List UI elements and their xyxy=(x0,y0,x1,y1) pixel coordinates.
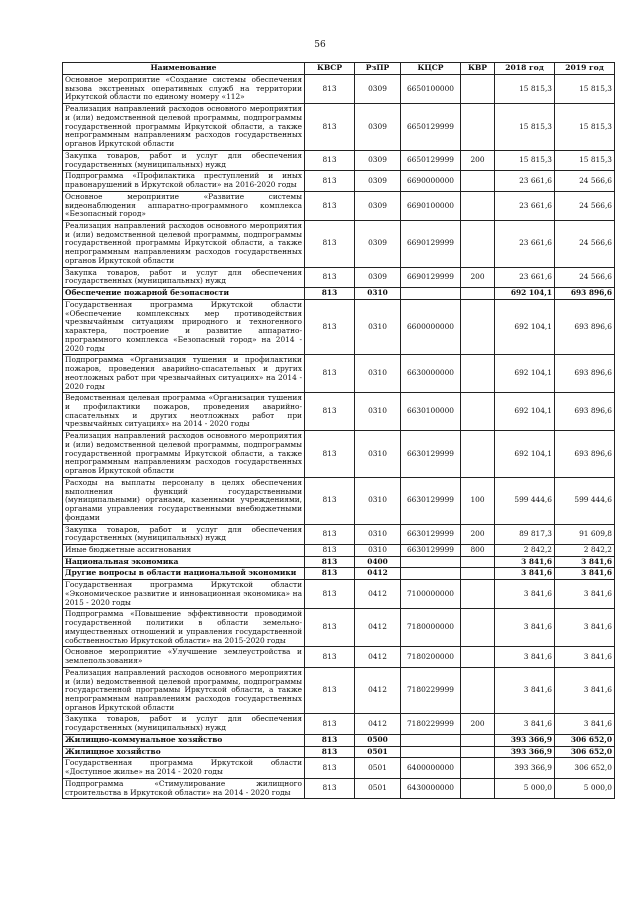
table-row xyxy=(63,544,615,556)
cell-kcsr: 6650129999 xyxy=(401,104,461,151)
cell-kvsr: 813 xyxy=(305,544,355,556)
cell-2019: 693 896,6 xyxy=(555,299,615,354)
cell-kcsr: 7180200000 xyxy=(401,647,461,667)
cell-kcsr: 6630129999 xyxy=(401,431,461,478)
cell-kvsr: 813 xyxy=(305,393,355,431)
cell-rzpr: 0309 xyxy=(355,267,401,287)
cell-2018: 393 366,9 xyxy=(495,746,555,758)
cell-2018: 3 841,6 xyxy=(495,556,555,568)
cell-name: Жилищно-коммунальное хозяйство xyxy=(63,734,305,746)
table-row xyxy=(63,746,615,758)
cell-name: Основное мероприятие «Развитие системы видеонаблюдения аппаратно-программного комплекса «Безопасный город» xyxy=(63,191,305,220)
cell-kcsr: 7180000000 xyxy=(401,609,461,647)
cell-2018: 3 841,6 xyxy=(495,580,555,609)
cell-kcsr xyxy=(401,288,461,300)
cell-kvr xyxy=(461,431,495,478)
cell-kvr xyxy=(461,568,495,580)
cell-rzpr: 0501 xyxy=(355,746,401,758)
cell-2019: 306 652,0 xyxy=(555,734,615,746)
cell-name: Реализация направлений расходов основного мероприятия и (или) ведомственной целевой программы, подпрограммы государственной программы Иркутской области, а также непрограммным направлениям расходов государственных органов Иркутской области xyxy=(63,104,305,151)
cell-kcsr: 6630100000 xyxy=(401,393,461,431)
cell-rzpr: 0309 xyxy=(355,75,401,104)
cell-name: Закупка товаров, работ и услуг для обеспечения государственных (муниципальных) нужд xyxy=(63,267,305,287)
cell-rzpr: 0400 xyxy=(355,556,401,568)
table-row xyxy=(63,580,615,609)
cell-kvr xyxy=(461,288,495,300)
cell-kvr xyxy=(461,191,495,220)
cell-kvr xyxy=(461,609,495,647)
header-2019: 2019 год xyxy=(555,63,615,75)
cell-2018: 15 815,3 xyxy=(495,104,555,151)
cell-name: Государственная программа Иркутской области «Обеспечение комплексных мер противодействия чрезвычайным ситуациям природного и техногенного характера, построение и развитие аппаратно-программного комплекса «Безопасный город» на 2014 - 2020 годы xyxy=(63,299,305,354)
cell-kvsr: 813 xyxy=(305,778,355,798)
cell-name: Ведомственная целевая программа «Организация тушения и профилактики пожаров, проведения аварийно-спасательных и других неотложных работ при чрезвычайных ситуациях» на 2014 - 2020 годы xyxy=(63,393,305,431)
table-row xyxy=(63,104,615,151)
header-kvsr: КВСР xyxy=(305,63,355,75)
cell-rzpr: 0310 xyxy=(355,431,401,478)
cell-kvsr: 813 xyxy=(305,299,355,354)
table-row xyxy=(63,75,615,104)
cell-rzpr: 0309 xyxy=(355,221,401,268)
table-row xyxy=(63,299,615,354)
cell-name: Закупка товаров, работ и услуг для обеспечения государственных (муниципальных) нужд xyxy=(63,714,305,734)
cell-kvsr: 813 xyxy=(305,288,355,300)
table-row xyxy=(63,714,615,734)
cell-rzpr: 0309 xyxy=(355,171,401,191)
cell-2018: 3 841,6 xyxy=(495,609,555,647)
cell-rzpr: 0310 xyxy=(355,288,401,300)
cell-kvsr: 813 xyxy=(305,221,355,268)
cell-kcsr: 6630000000 xyxy=(401,355,461,393)
cell-rzpr: 0412 xyxy=(355,647,401,667)
cell-kcsr xyxy=(401,734,461,746)
cell-kcsr: 6400000000 xyxy=(401,758,461,778)
cell-kvr xyxy=(461,580,495,609)
table-body xyxy=(63,75,615,799)
cell-kvsr: 813 xyxy=(305,667,355,714)
cell-name: Иные бюджетные ассигнования xyxy=(63,544,305,556)
table-row xyxy=(63,758,615,778)
cell-rzpr: 0310 xyxy=(355,524,401,544)
cell-2018: 393 366,9 xyxy=(495,758,555,778)
cell-kvsr: 813 xyxy=(305,647,355,667)
cell-2019: 599 444,6 xyxy=(555,477,615,524)
cell-kvr xyxy=(461,299,495,354)
cell-2018: 692 104,1 xyxy=(495,288,555,300)
cell-2019: 306 652,0 xyxy=(555,758,615,778)
cell-name: Обеспечение пожарной безопасности xyxy=(63,288,305,300)
cell-rzpr: 0501 xyxy=(355,758,401,778)
cell-kvr xyxy=(461,393,495,431)
cell-rzpr: 0310 xyxy=(355,355,401,393)
cell-kvr xyxy=(461,556,495,568)
cell-2019: 3 841,6 xyxy=(555,556,615,568)
page-number: 56 xyxy=(314,40,326,50)
cell-2019: 15 815,3 xyxy=(555,75,615,104)
cell-kvr xyxy=(461,355,495,393)
cell-2018: 393 366,9 xyxy=(495,734,555,746)
header-kvr: КВР xyxy=(461,63,495,75)
cell-2019: 693 896,6 xyxy=(555,288,615,300)
cell-kvsr: 813 xyxy=(305,609,355,647)
cell-kvsr: 813 xyxy=(305,191,355,220)
cell-name: Закупка товаров, работ и услуг для обеспечения государственных (муниципальных) нужд xyxy=(63,524,305,544)
cell-2018: 3 841,6 xyxy=(495,714,555,734)
cell-2019: 24 566,6 xyxy=(555,171,615,191)
cell-kcsr: 6430000000 xyxy=(401,778,461,798)
cell-2019: 2 842,2 xyxy=(555,544,615,556)
cell-name: Подпрограмма «Стимулирование жилищного строительства в Иркутской области» на 2014 - 2020 годы xyxy=(63,778,305,798)
cell-2019: 24 566,6 xyxy=(555,221,615,268)
cell-rzpr: 0309 xyxy=(355,150,401,170)
cell-rzpr: 0310 xyxy=(355,299,401,354)
cell-2019: 15 815,3 xyxy=(555,104,615,151)
table-row xyxy=(63,734,615,746)
table-header-row xyxy=(63,63,615,75)
cell-kcsr: 6650100000 xyxy=(401,75,461,104)
table-row xyxy=(63,267,615,287)
cell-name: Подпрограмма «Повышение эффективности проводимой государственной политики в области земельно-имущественных отношений и управления государственной собственностью Иркутской области» на 2015-2020 годы xyxy=(63,609,305,647)
cell-2018: 692 104,1 xyxy=(495,393,555,431)
cell-kvr xyxy=(461,667,495,714)
cell-2019: 693 896,6 xyxy=(555,393,615,431)
cell-kcsr: 6650129999 xyxy=(401,150,461,170)
cell-name: Другие вопросы в области национальной экономики xyxy=(63,568,305,580)
table-row xyxy=(63,288,615,300)
cell-name: Государственная программа Иркутской области «Доступное жилье» на 2014 - 2020 годы xyxy=(63,758,305,778)
cell-2019: 693 896,6 xyxy=(555,431,615,478)
table-row xyxy=(63,609,615,647)
cell-kvr xyxy=(461,104,495,151)
cell-kvsr: 813 xyxy=(305,758,355,778)
cell-2018: 23 661,6 xyxy=(495,221,555,268)
cell-2019: 5 000,0 xyxy=(555,778,615,798)
cell-kvsr: 813 xyxy=(305,267,355,287)
cell-kvsr: 813 xyxy=(305,524,355,544)
cell-kcsr: 6690129999 xyxy=(401,221,461,268)
cell-2019: 3 841,6 xyxy=(555,609,615,647)
cell-kvr: 200 xyxy=(461,150,495,170)
cell-kvsr: 813 xyxy=(305,431,355,478)
header-2018: 2018 год xyxy=(495,63,555,75)
cell-2018: 23 661,6 xyxy=(495,267,555,287)
cell-kcsr: 7100000000 xyxy=(401,580,461,609)
cell-name: Закупка товаров, работ и услуг для обеспечения государственных (муниципальных) нужд xyxy=(63,150,305,170)
cell-kcsr: 6600000000 xyxy=(401,299,461,354)
cell-2019: 3 841,6 xyxy=(555,714,615,734)
cell-2019: 24 566,6 xyxy=(555,191,615,220)
cell-kvr xyxy=(461,746,495,758)
budget-table xyxy=(62,62,615,799)
cell-kvr xyxy=(461,734,495,746)
cell-kvr xyxy=(461,171,495,191)
cell-kcsr xyxy=(401,746,461,758)
table-row xyxy=(63,355,615,393)
cell-2019: 3 841,6 xyxy=(555,647,615,667)
table-row xyxy=(63,477,615,524)
cell-2018: 3 841,6 xyxy=(495,667,555,714)
cell-kcsr xyxy=(401,556,461,568)
table-row xyxy=(63,568,615,580)
cell-kcsr: 6630129999 xyxy=(401,524,461,544)
cell-kcsr: 6630129999 xyxy=(401,544,461,556)
table-row xyxy=(63,393,615,431)
cell-2018: 15 815,3 xyxy=(495,75,555,104)
table-row xyxy=(63,556,615,568)
cell-rzpr: 0310 xyxy=(355,393,401,431)
cell-name: Реализация направлений расходов основного мероприятия и (или) ведомственной целевой программы, подпрограммы государственной программы Иркутской области, а также непрограммным направлениям расходов государственных органов Иркутской области xyxy=(63,221,305,268)
cell-2019: 693 896,6 xyxy=(555,355,615,393)
cell-rzpr: 0500 xyxy=(355,734,401,746)
cell-name: Реализация направлений расходов основного мероприятия и (или) ведомственной целевой программы, подпрограммы государственной программы Иркутской области, а также непрограммным направлениям расходов государственных органов Иркутской области xyxy=(63,667,305,714)
cell-kvr xyxy=(461,647,495,667)
cell-kvsr: 813 xyxy=(305,171,355,191)
cell-2018: 3 841,6 xyxy=(495,568,555,580)
table-row xyxy=(63,171,615,191)
cell-name: Расходы на выплаты персоналу в целях обеспечения выполнения функций государственными (муниципальными) органами, казенными учреждениями, органами управления государственными внебюджетными фондами xyxy=(63,477,305,524)
cell-2019: 3 841,6 xyxy=(555,580,615,609)
cell-rzpr: 0309 xyxy=(355,104,401,151)
cell-kvsr: 813 xyxy=(305,714,355,734)
table-row xyxy=(63,778,615,798)
cell-2018: 89 817,3 xyxy=(495,524,555,544)
cell-kcsr: 6690100000 xyxy=(401,191,461,220)
cell-rzpr: 0501 xyxy=(355,778,401,798)
cell-rzpr: 0412 xyxy=(355,667,401,714)
cell-kvr: 200 xyxy=(461,524,495,544)
cell-2018: 692 104,1 xyxy=(495,355,555,393)
cell-name: Реализация направлений расходов основного мероприятия и (или) ведомственной целевой программы, подпрограммы государственной программы Иркутской области, а также непрограммным направлениям расходов государственных органов Иркутской области xyxy=(63,431,305,478)
cell-kvr xyxy=(461,778,495,798)
cell-kvr xyxy=(461,758,495,778)
cell-2018: 15 815,3 xyxy=(495,150,555,170)
cell-rzpr: 0412 xyxy=(355,580,401,609)
header-name: Наименование xyxy=(63,63,305,75)
table-row xyxy=(63,667,615,714)
cell-kcsr: 7180229999 xyxy=(401,667,461,714)
table-row xyxy=(63,524,615,544)
cell-name: Основное мероприятие «Улучшение землеустройства и землепользования» xyxy=(63,647,305,667)
cell-kvsr: 813 xyxy=(305,568,355,580)
cell-2019: 3 841,6 xyxy=(555,667,615,714)
cell-kvr: 800 xyxy=(461,544,495,556)
cell-kvr: 100 xyxy=(461,477,495,524)
cell-2019: 24 566,6 xyxy=(555,267,615,287)
cell-kvsr: 813 xyxy=(305,746,355,758)
cell-rzpr: 0412 xyxy=(355,609,401,647)
cell-kvr: 200 xyxy=(461,714,495,734)
cell-kvsr: 813 xyxy=(305,355,355,393)
cell-2018: 23 661,6 xyxy=(495,171,555,191)
cell-rzpr: 0309 xyxy=(355,191,401,220)
cell-kcsr: 6690000000 xyxy=(401,171,461,191)
cell-2019: 3 841,6 xyxy=(555,568,615,580)
cell-name: Основное мероприятие «Создание системы обеспечения вызова экстренных оперативных служб на территории Иркутской области по единому номеру «112» xyxy=(63,75,305,104)
cell-rzpr: 0412 xyxy=(355,714,401,734)
cell-2019: 306 652,0 xyxy=(555,746,615,758)
cell-kvr: 200 xyxy=(461,267,495,287)
cell-kvsr: 813 xyxy=(305,580,355,609)
table-row xyxy=(63,647,615,667)
cell-kvsr: 813 xyxy=(305,75,355,104)
cell-2018: 3 841,6 xyxy=(495,647,555,667)
cell-2018: 692 104,1 xyxy=(495,431,555,478)
cell-kvsr: 813 xyxy=(305,150,355,170)
cell-2019: 91 609,8 xyxy=(555,524,615,544)
cell-kcsr: 6690129999 xyxy=(401,267,461,287)
cell-kvr xyxy=(461,221,495,268)
cell-kvsr: 813 xyxy=(305,477,355,524)
table-row xyxy=(63,221,615,268)
cell-2018: 599 444,6 xyxy=(495,477,555,524)
header-kcsr: КЦСР xyxy=(401,63,461,75)
table-row xyxy=(63,431,615,478)
cell-rzpr: 0310 xyxy=(355,544,401,556)
cell-2018: 2 842,2 xyxy=(495,544,555,556)
cell-2018: 5 000,0 xyxy=(495,778,555,798)
cell-kvsr: 813 xyxy=(305,734,355,746)
cell-rzpr: 0412 xyxy=(355,568,401,580)
table-row xyxy=(63,150,615,170)
cell-2019: 15 815,3 xyxy=(555,150,615,170)
cell-kcsr xyxy=(401,568,461,580)
cell-kvr xyxy=(461,75,495,104)
header-rzpr: РзПР xyxy=(355,63,401,75)
cell-name: Подпрограмма «Профилактика преступлений и иных правонарушений в Иркутской области» на 2016-2020 годы xyxy=(63,171,305,191)
cell-kcsr: 7180229999 xyxy=(401,714,461,734)
cell-kvsr: 813 xyxy=(305,556,355,568)
cell-2018: 23 661,6 xyxy=(495,191,555,220)
cell-kvsr: 813 xyxy=(305,104,355,151)
cell-name: Подпрограмма «Организация тушения и профилактики пожаров, проведения аварийно-спасательных и других неотложных работ при чрезвычайных ситуациях» на 2014 - 2020 годы xyxy=(63,355,305,393)
cell-kcsr: 6630129999 xyxy=(401,477,461,524)
cell-rzpr: 0310 xyxy=(355,477,401,524)
cell-name: Государственная программа Иркутской области «Экономическое развитие и инновационная экономика» на 2015 - 2020 годы xyxy=(63,580,305,609)
cell-name: Национальная экономика xyxy=(63,556,305,568)
cell-2018: 692 104,1 xyxy=(495,299,555,354)
table-row xyxy=(63,191,615,220)
cell-name: Жилищное хозяйство xyxy=(63,746,305,758)
